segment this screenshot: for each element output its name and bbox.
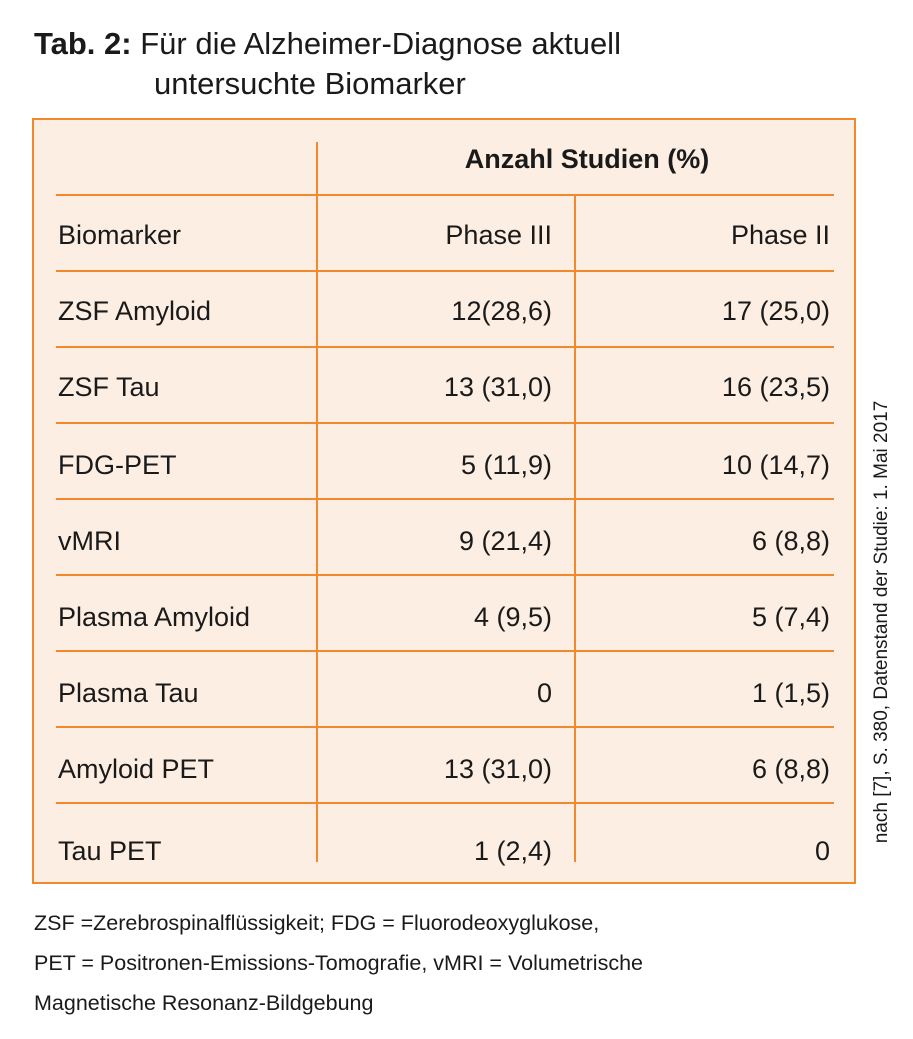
table-title bbox=[34, 24, 854, 104]
table-cell: 16 (23,5) bbox=[721, 372, 830, 402]
table-row-label: ZSF Amyloid bbox=[58, 296, 212, 326]
title-line-1 bbox=[34, 24, 854, 64]
row-divider bbox=[56, 346, 834, 348]
rule-under-group-header bbox=[56, 194, 834, 196]
table-cell: 13 (31,0) bbox=[443, 754, 552, 784]
column-divider-2 bbox=[574, 196, 576, 862]
row-divider bbox=[56, 498, 834, 500]
table-label: Tab. 2: bbox=[34, 26, 132, 61]
table-cell: 5 (7,4) bbox=[751, 602, 830, 632]
table-row-label: Plasma Tau bbox=[58, 678, 199, 708]
table-row-label: Amyloid PET bbox=[58, 754, 215, 784]
table-cell: 10 (14,7) bbox=[721, 450, 830, 480]
table-row-label: Tau PET bbox=[58, 836, 162, 866]
table-cell: 13 (31,0) bbox=[443, 372, 552, 402]
table-row-label: Plasma Amyloid bbox=[58, 602, 251, 632]
table-cell: 0 bbox=[536, 678, 552, 708]
table-cell: 5 (11,9) bbox=[460, 450, 552, 480]
rule-under-column-header bbox=[56, 270, 834, 272]
column-header-phase-2: Phase II bbox=[730, 220, 830, 250]
title-text-1: Für die Alzheimer-Diagnose aktuell bbox=[140, 26, 621, 61]
table-row-label: FDG-PET bbox=[58, 450, 177, 480]
footnote-line-3: Magnetische Resonanz-Bildgebung bbox=[34, 991, 374, 1015]
row-divider bbox=[56, 422, 834, 424]
table-cell: 12(28,6) bbox=[451, 296, 552, 326]
table-cell: 6 (8,8) bbox=[751, 526, 830, 556]
title-line-2: untersuchte Biomarker bbox=[154, 66, 466, 101]
footnote bbox=[34, 903, 854, 1023]
row-divider bbox=[56, 726, 834, 728]
column-header-phase-3: Phase III bbox=[445, 220, 552, 250]
footnote-line-2: PET = Positronen-Emissions-Tomografie, vMRI = Volumetrische bbox=[34, 951, 644, 975]
column-header-biomarker: Biomarker bbox=[58, 220, 182, 250]
source-note: nach [7], S. 380, Datenstand der Studie: 1. Mai 2017 bbox=[871, 400, 892, 844]
column-divider-1 bbox=[316, 142, 318, 862]
table-cell: 17 (25,0) bbox=[721, 296, 830, 326]
table-row-label: vMRI bbox=[58, 526, 121, 556]
row-divider bbox=[56, 574, 834, 576]
group-header: Anzahl Studien (%) bbox=[464, 144, 710, 174]
table-row-label: ZSF Tau bbox=[58, 372, 160, 402]
table-cell: 6 (8,8) bbox=[751, 754, 830, 784]
row-divider bbox=[56, 802, 834, 804]
table-cell: 9 (21,4) bbox=[458, 526, 552, 556]
biomarker-table bbox=[32, 118, 856, 884]
table-cell: 1 (1,5) bbox=[751, 678, 830, 708]
table-cell: 4 (9,5) bbox=[473, 602, 552, 632]
row-divider bbox=[56, 650, 834, 652]
table-cell: 1 (2,4) bbox=[473, 836, 552, 866]
table-cell: 0 bbox=[814, 836, 830, 866]
footnote-line-1: ZSF =Zerebrospinalflüssigkeit; FDG = Fluorodeoxyglukose, bbox=[34, 911, 600, 935]
